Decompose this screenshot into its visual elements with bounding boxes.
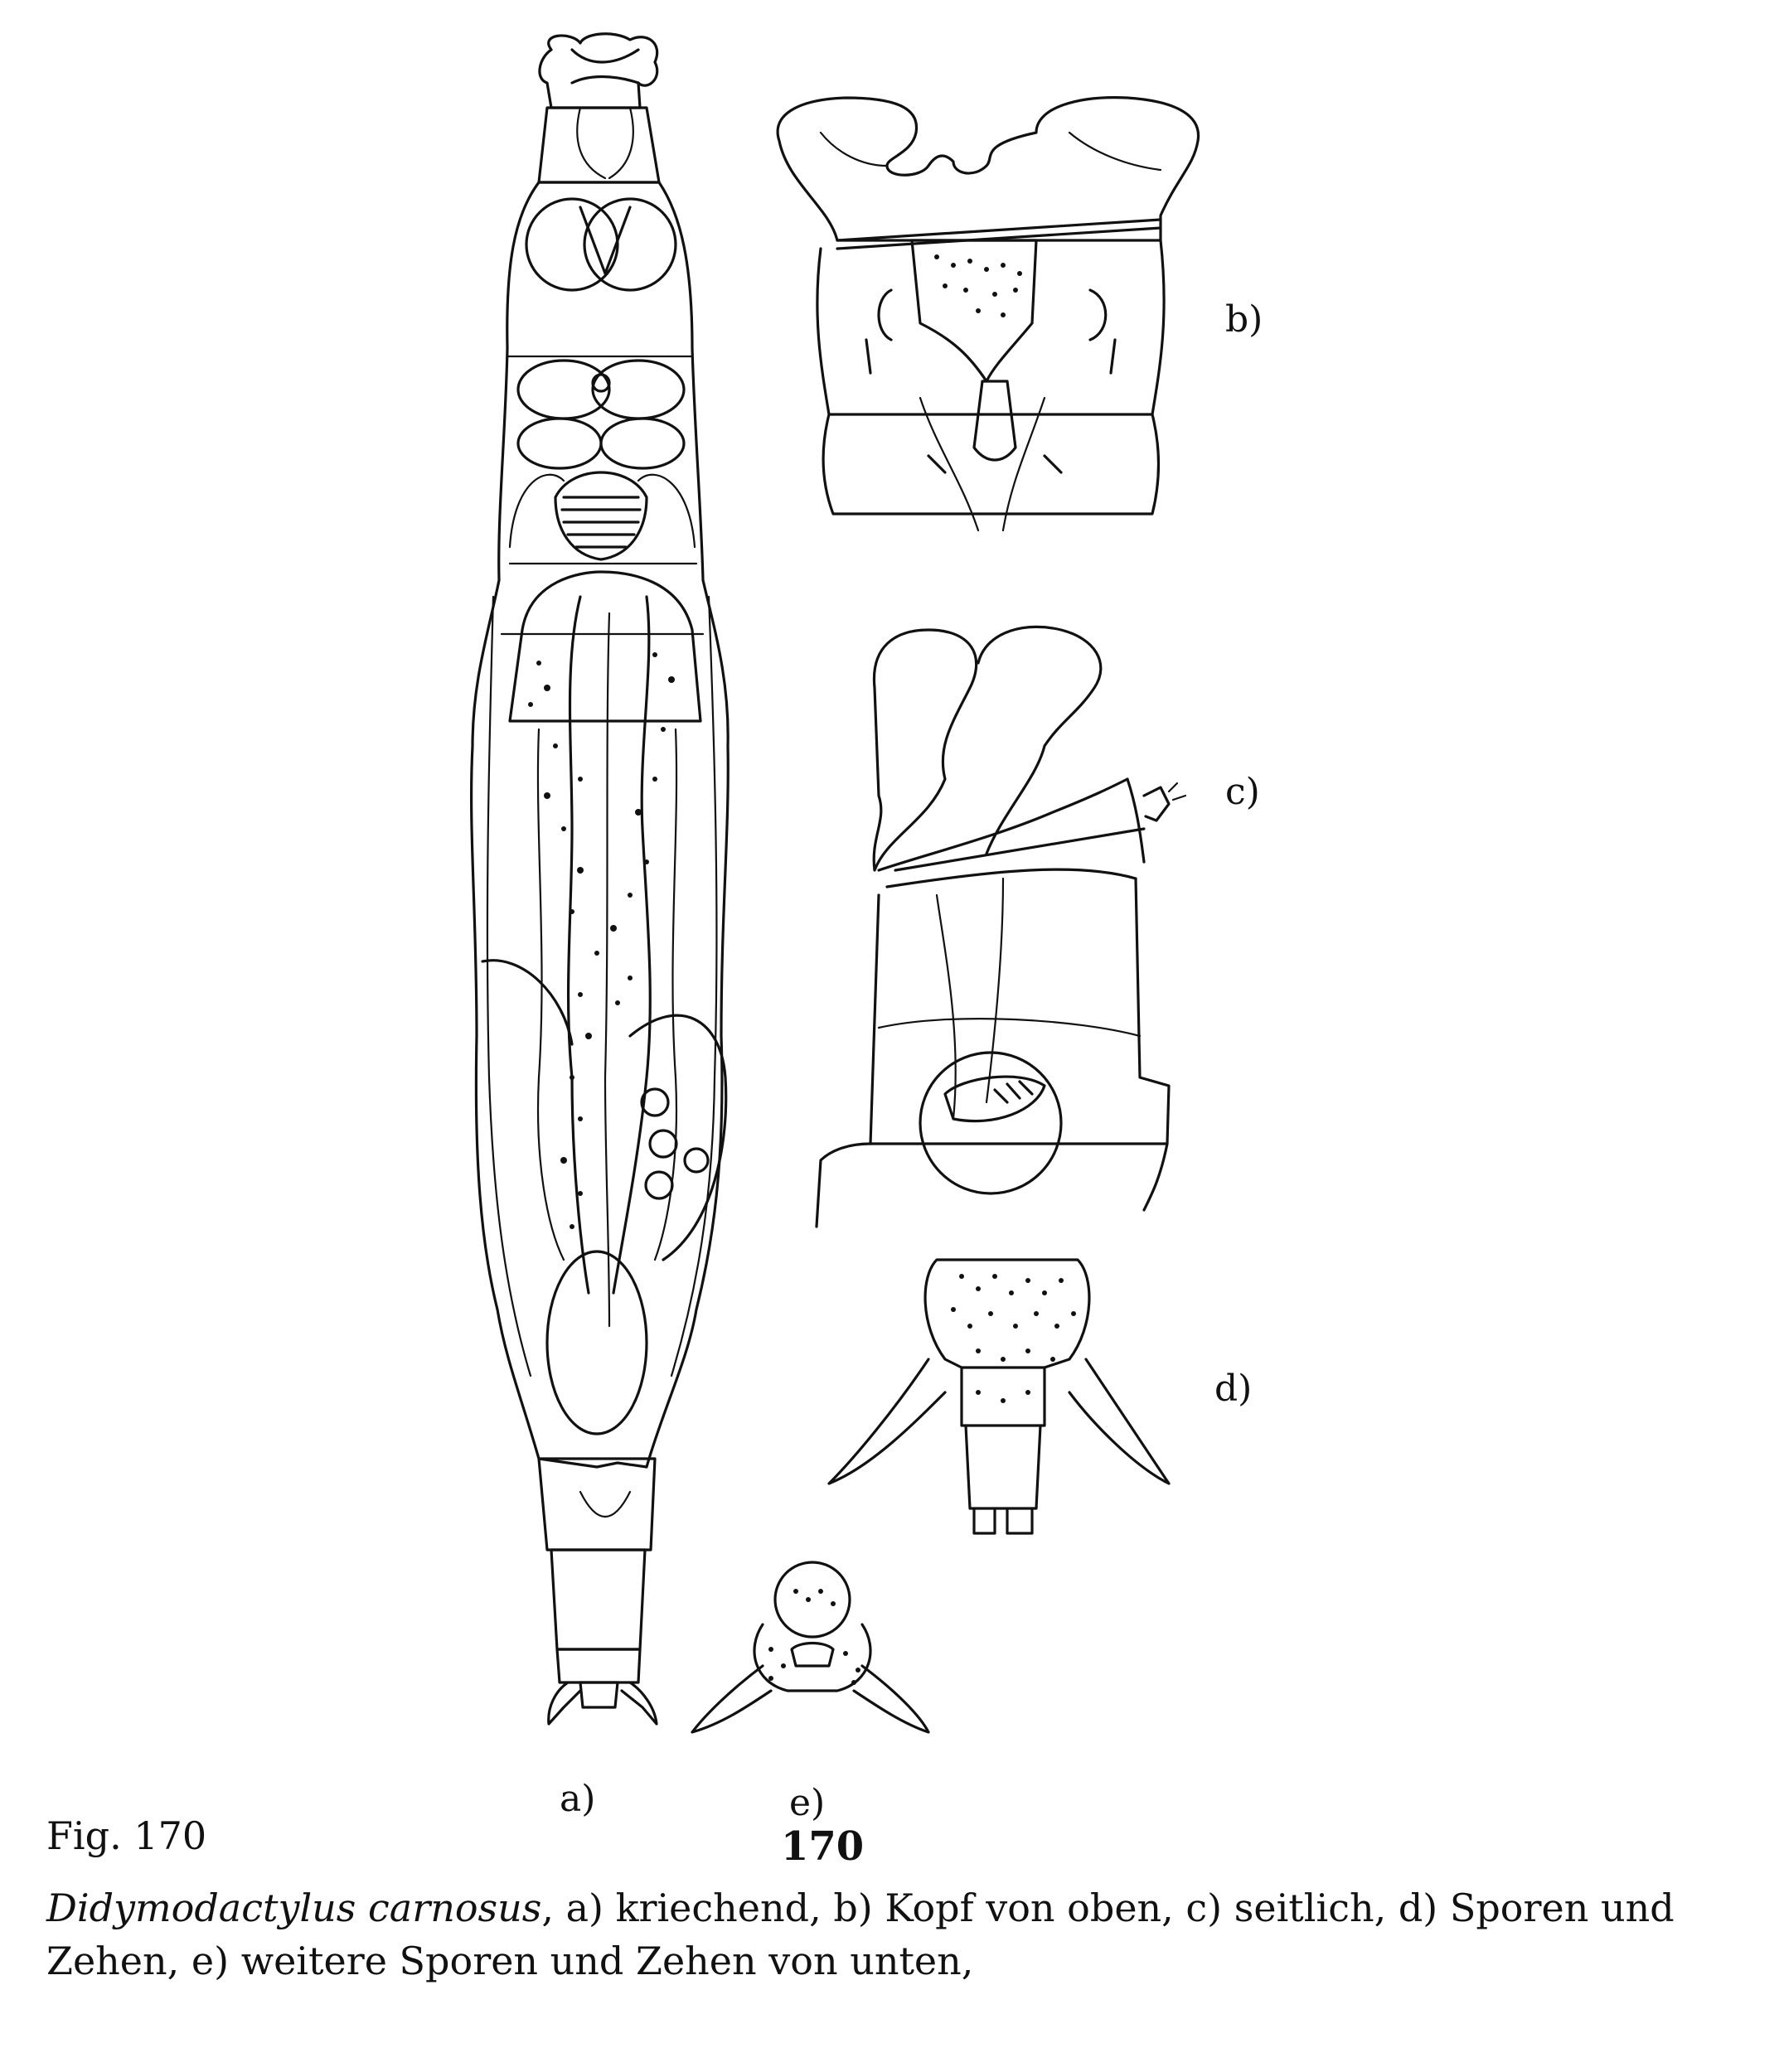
caption-species: Didymodactylus carnosus [46, 1886, 542, 1930]
label-e: e) [789, 1782, 826, 1824]
caption-text: , a) kriechend, b) Kopf von oben, c) seitlich, d) Sporen und Zehen, e) weitere Sporen und Zehen von unten, [46, 1886, 1675, 1983]
panel-e-spurs-drawing [692, 1562, 928, 1732]
figure-number: 170 [781, 1823, 865, 1870]
figure-label: Fig. 170 [46, 1813, 207, 1858]
panel-b-head-drawing [778, 98, 1198, 530]
label-a: a) [560, 1778, 596, 1820]
label-c: c) [1225, 771, 1260, 813]
label-b: b) [1225, 298, 1263, 341]
panel-a-animal-drawing [472, 34, 729, 1724]
panel-c-lateral-drawing [817, 627, 1185, 1227]
panel-d-spurs-drawing [829, 1260, 1169, 1533]
label-d: d) [1214, 1368, 1253, 1410]
figure-caption [46, 1881, 1738, 1987]
